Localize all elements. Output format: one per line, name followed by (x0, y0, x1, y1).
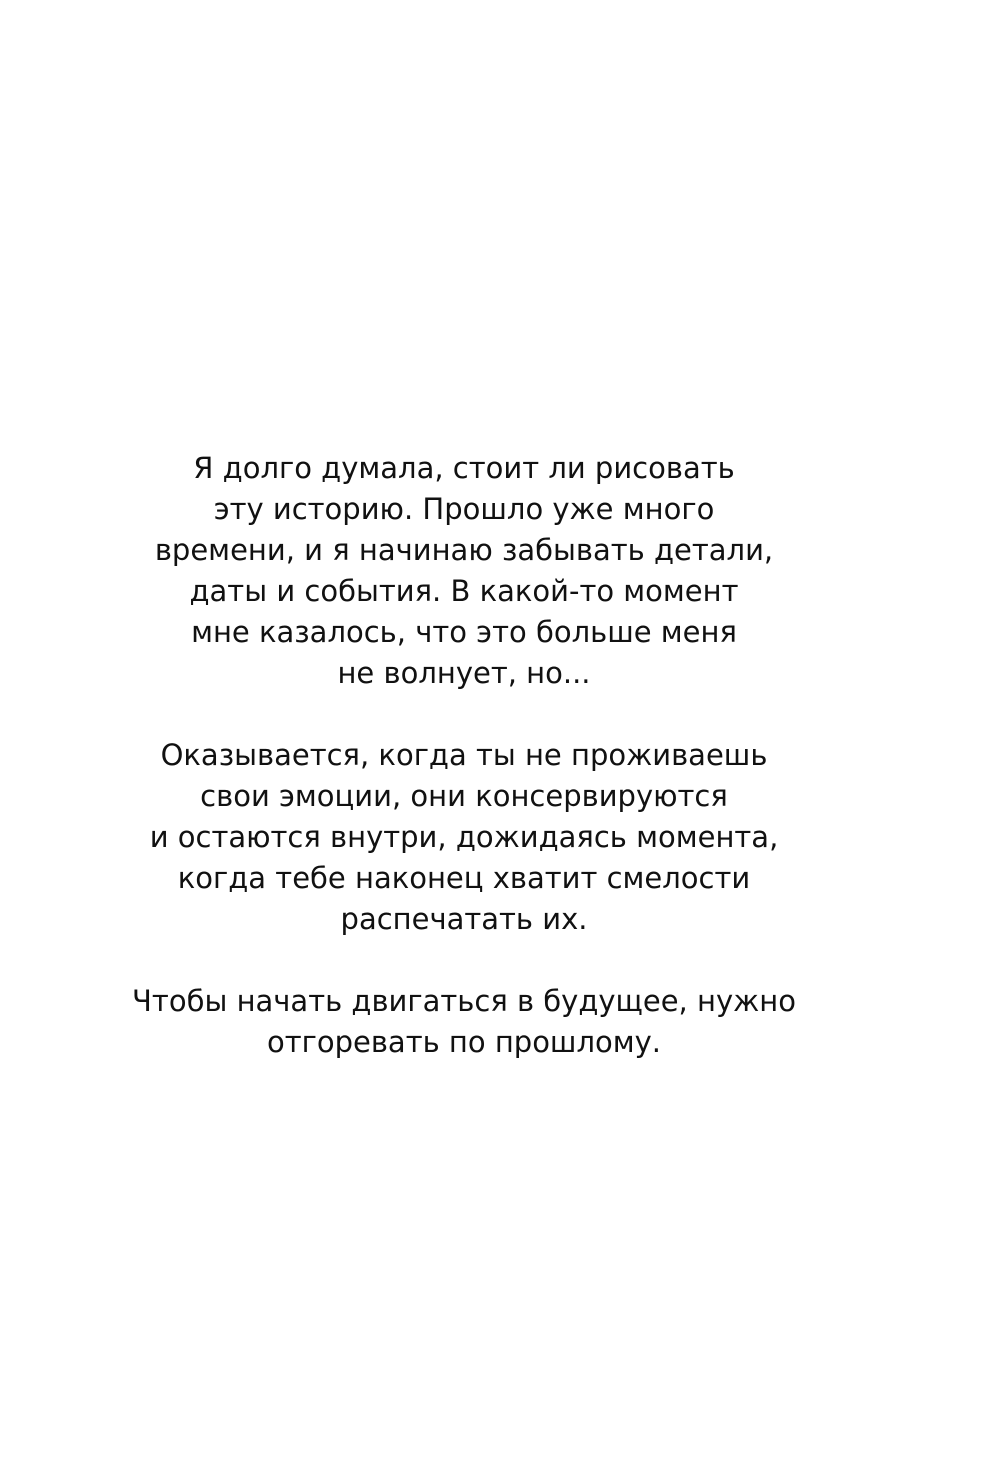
paragraph-2 (0, 735, 928, 940)
text-line: распечатать их. (340, 902, 588, 936)
text-line: и остаются внутри, дожидаясь момента, (149, 820, 779, 854)
text-line: эту историю. Прошло уже много (213, 492, 715, 526)
text-line: Чтобы начать двигаться в будущее, нужно (132, 984, 796, 1018)
paragraph-1 (0, 448, 928, 694)
text-line: времени, и я начинаю забывать детали, (154, 533, 774, 567)
text-line: не волнует, но... (337, 656, 591, 690)
text-line: свои эмоции, они консервируются (200, 779, 728, 813)
text-line: даты и события. В какой-то момент (189, 574, 739, 608)
text-line: Я долго думала, стоит ли рисовать (193, 451, 735, 485)
text-line: Оказывается, когда ты не проживаешь (160, 738, 768, 772)
text-block (0, 448, 928, 1063)
paragraph-3 (0, 981, 928, 1063)
text-line: мне казалось, что это больше меня (191, 615, 737, 649)
text-line: когда тебе наконец хватит смелости (177, 861, 751, 895)
text-line: отгоревать по прошлому. (266, 1025, 662, 1059)
